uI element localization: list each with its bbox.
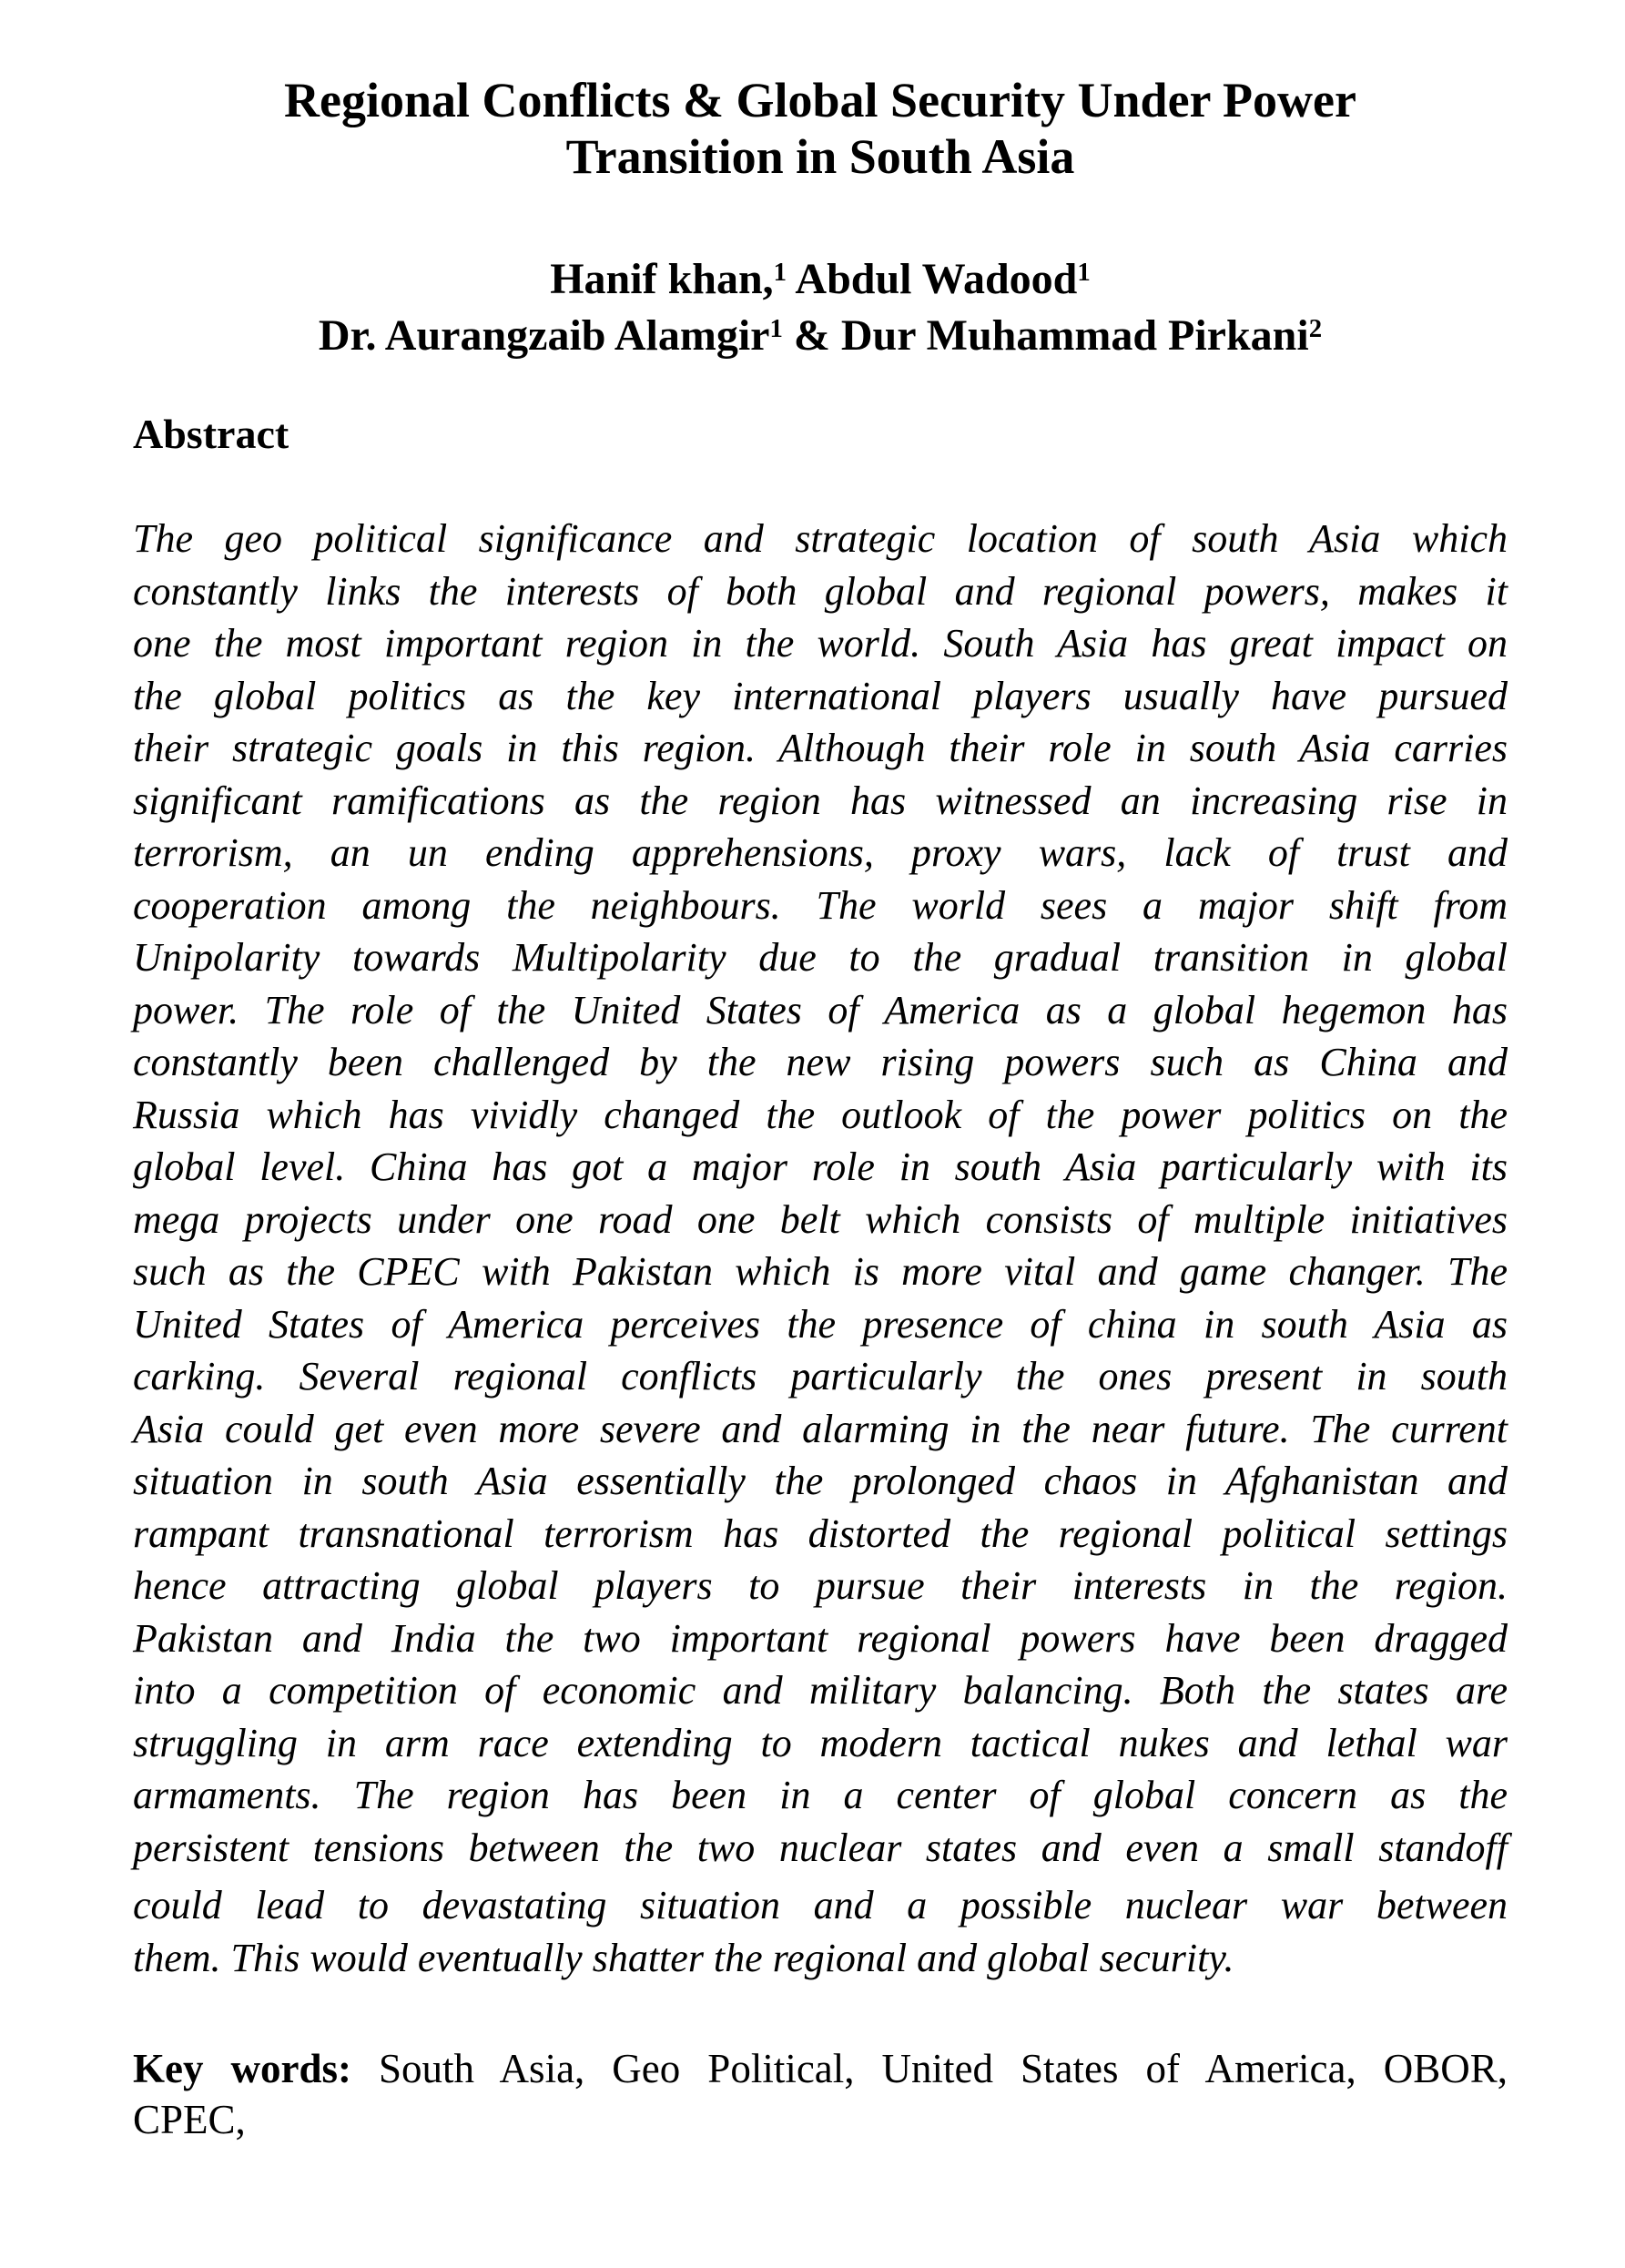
abstract-line: Russia which has vividly changed the outlook of the power politics on the [133, 1092, 1508, 1137]
author-affiliation-superscript: 1 [773, 257, 787, 287]
abstract-line: power. The role of the United States of America as a global hegemon has [133, 987, 1508, 1032]
author-name: Dr. Aurangzaib Alamgir [318, 311, 770, 360]
abstract-line: cooperation among the neighbours. The world sees a major shift from [133, 882, 1508, 928]
abstract-line: struggling in arm race extending to modern tactical nukes and lethal war [133, 1720, 1508, 1765]
keywords-label: Key words: [133, 2046, 351, 2091]
author-affiliation-superscript: 1 [1077, 257, 1091, 287]
author-name: Abdul Wadood [787, 255, 1078, 303]
abstract-paragraph [133, 513, 1508, 1984]
author-name: & Dur Muhammad Pirkani [782, 311, 1309, 360]
abstract-line: them. This would eventually shatter the regional and global security. [133, 1935, 1234, 1980]
author-affiliation-superscript: 1 [769, 313, 783, 343]
abstract-line: terrorism, an un ending apprehensions, proxy wars, lack of trust and [133, 830, 1508, 875]
paper-title [133, 72, 1508, 185]
abstract-line: into a competition of economic and military balancing. Both the states are [133, 1668, 1508, 1713]
abstract-line: could lead to devastating situation and a possible nuclear war between [133, 1883, 1508, 1927]
page-content [133, 0, 1508, 2145]
abstract-line: The geo political significance and strategic location of south Asia which [133, 516, 1508, 561]
abstract-line: hence attracting global players to pursue their interests in the region. [133, 1563, 1508, 1608]
abstract-line: the global politics as the key international players usually have pursued [133, 673, 1508, 718]
abstract-line: Pakistan and India the two important regional powers have been dragged [133, 1615, 1508, 1661]
paper-title-line-2: Transition in South Asia [565, 129, 1075, 184]
abstract-line: Asia could get even more severe and alarming in the near future. The current [133, 1406, 1508, 1451]
abstract-line: significant ramifications as the region has witnessed an increasing rise in [133, 778, 1508, 823]
author-line-1 [133, 251, 1508, 308]
abstract-heading: Abstract [133, 411, 289, 457]
author-line-2 [133, 308, 1508, 364]
abstract-line: their strategic goals in this region. Although their role in south Asia carries [133, 726, 1508, 770]
abstract-line: rampant transnational terrorism has distorted the regional political settings [133, 1510, 1508, 1556]
abstract-line: United States of America perceives the presence of china in south Asia as [133, 1301, 1508, 1347]
author-name: Hanif khan, [550, 255, 774, 303]
abstract-line: constantly been challenged by the new rising powers such as China and [133, 1040, 1508, 1084]
abstract-line: situation in south Asia essentially the prolonged chaos in Afghanistan and [133, 1459, 1508, 1503]
keywords-list: South Asia, Geo Political, United States of America, OBOR, [350, 2046, 1508, 2091]
abstract-line: constantly links the interests of both global and regional powers, makes it [133, 568, 1508, 614]
abstract-line: carking. Several regional conflicts particularly the ones present in south [133, 1354, 1508, 1398]
abstract-line: Unipolarity towards Multipolarity due to the gradual transition in global [133, 935, 1508, 980]
abstract-line: one the most important region in the world. South Asia has great impact on [133, 621, 1508, 666]
paper-title-line-1: Regional Conflicts & Global Security Under Power [284, 73, 1356, 127]
keywords-block [133, 2043, 1508, 2145]
abstract-line: global level. China has got a major role in south Asia particularly with its [133, 1144, 1508, 1189]
abstract-line: such as the CPEC with Pakistan which is more vital and game changer. The [133, 1249, 1508, 1294]
abstract-line: armaments. The region has been in a center of global concern as the [133, 1773, 1508, 1817]
keywords-line-2: CPEC, [133, 2097, 246, 2142]
author-affiliation-superscript: 2 [1308, 313, 1323, 343]
abstract-line: mega projects under one road one belt which consists of multiple initiatives [133, 1196, 1508, 1242]
keywords-line-1 [133, 2043, 1508, 2094]
abstract-line: persistent tensions between the two nuclear states and even a small standoff [133, 1825, 1508, 1870]
authors-block [133, 251, 1508, 364]
